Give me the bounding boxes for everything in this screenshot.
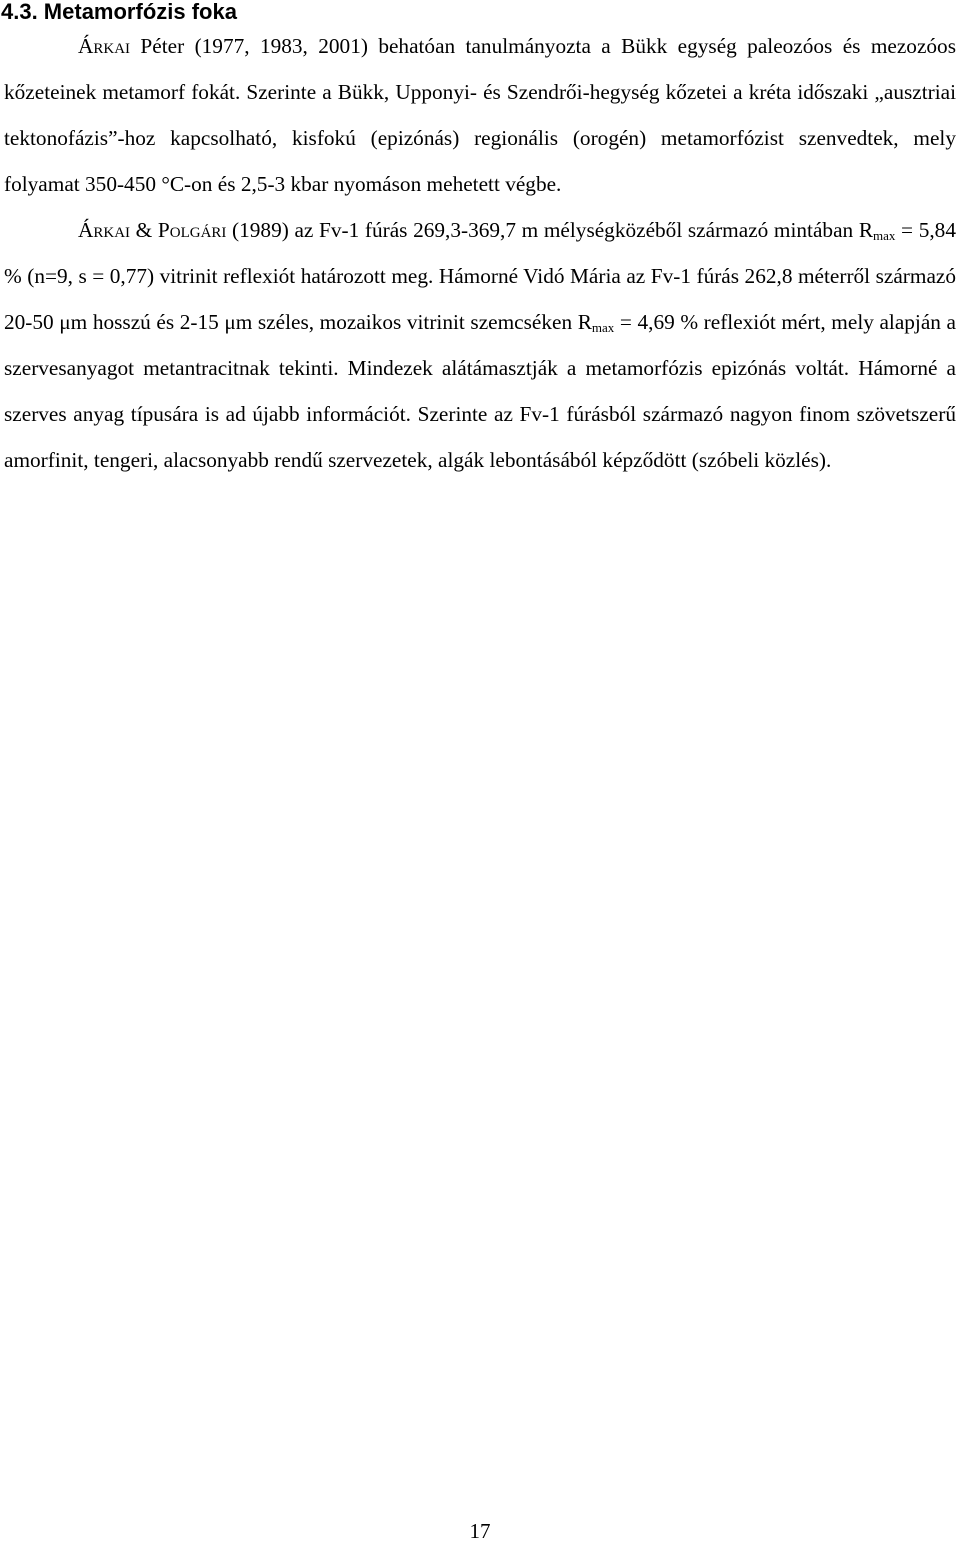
paragraph-1 [4, 23, 956, 207]
subscript: max [591, 320, 615, 335]
paragraph-text: = 4,69 % reflexiót mért, mely alapján a szervesanyagot metantracitnak tekinti. Mindezek alátámasztják a metamorfózis epizónás voltát. Hámorné a szerves anyag típusára is ad újabb információt. Szerinte az Fv-1 fúrásból származó nagyon finom szövetszerű amorfinit, tengeri, alacsonyabb rendű szervezetek, algák lebontásából képződött (szóbeli közlés). [4, 310, 956, 472]
ampersand: & [130, 218, 158, 242]
body-text [4, 23, 956, 483]
author-name: Árkai [78, 218, 131, 242]
paragraph-text: = 5,84 % (n=9, s = 0,77) vitrinit reflexiót határozott meg. Hámorné Vidó Mária az Fv-1 fúrás 262,8 méterről származó 20-50 μm hosszú és 2-15 μm széles, mozaikos vitrinit szemcséken R [4, 218, 956, 334]
paragraph-2 [4, 207, 956, 483]
paragraph-text: Péter (1977, 1983, 2001) behatóan tanulmányozta a Bükk egység paleozóos és mezozóos kőzeteinek metamorf fokát. Szerinte a Bükk, Upponyi- és Szendrői-hegység kőzetei a kréta időszaki „ausztriai tektonofázis”-hoz kapcsolható, kisfokú (epizónás) regionális (orogén) metamorfózist szenvedtek, mely folyamat 350-450 °C-on és 2,5-3 kbar nyomáson mehetett végbe. [4, 34, 956, 196]
page-number: 17 [469, 1519, 491, 1543]
subscript: max [873, 228, 896, 243]
author-name: Polgári [157, 218, 227, 242]
paragraph-text: (1989) az Fv-1 fúrás 269,3-369,7 m mélységközéből származó mintában R [226, 218, 874, 242]
section-heading: 4.3. Metamorfózis foka [1, 0, 237, 24]
author-name: Árkai [78, 34, 131, 58]
